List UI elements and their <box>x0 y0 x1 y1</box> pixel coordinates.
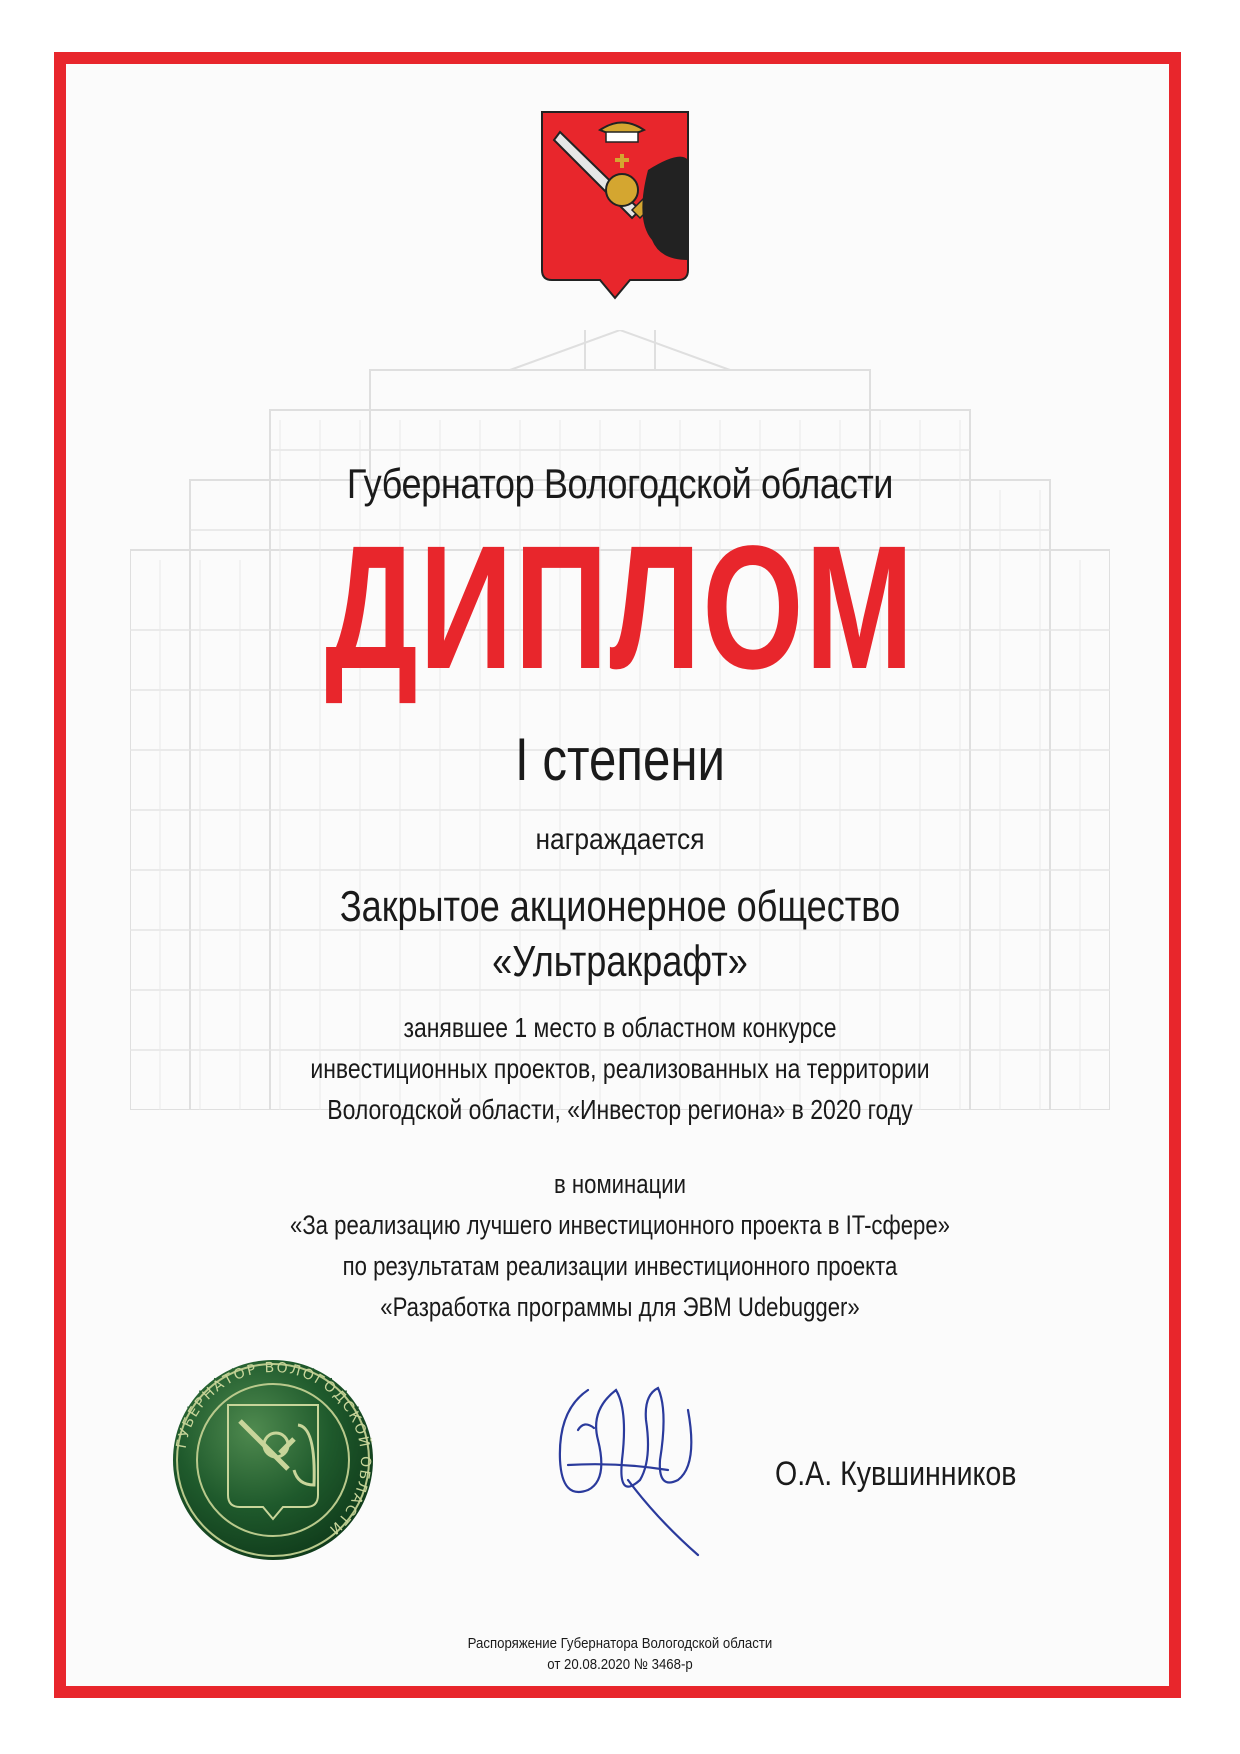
nomination-block <box>112 1164 1129 1328</box>
order-line-2: от 20.08.2020 № 3468-р <box>547 1656 693 1673</box>
diploma-title: ДИПЛОМ <box>324 510 916 706</box>
awarded-text: награждается <box>535 823 705 856</box>
description-line: Вологодской области, «Инвестор региона» в 2020 году <box>327 1094 913 1125</box>
svg-text:ГУБЕРНАТОР ВОЛОГОДСКОЙ ОБЛАСТИ: ГУБЕРНАТОР ВОЛОГОДСКОЙ ОБЛАСТИ <box>173 1359 374 1539</box>
organization-line-1: Закрытое акционерное общество <box>339 882 901 931</box>
order-line-1: Распоряжение Губернатора Вологодской области <box>467 1635 773 1652</box>
signer-name: О.А. Кувшинников <box>775 1455 1017 1493</box>
description-line: инвестиционных проектов, реализованных на территории <box>310 1053 930 1084</box>
vologda-coat-of-arms-icon <box>540 110 690 300</box>
nomination-line: «За реализацию лучшего инвестиционного проекта в IT-сфере» <box>290 1210 950 1240</box>
building-watermark-icon <box>130 330 1110 1110</box>
nomination-line: «Разработка программы для ЭВМ Udebugger» <box>380 1292 860 1322</box>
description-block <box>112 1007 1129 1130</box>
issuer-text: Губернатор Вологодской области <box>346 460 894 507</box>
order-reference <box>74 1633 1165 1675</box>
nomination-line: в номинации <box>553 1169 686 1199</box>
description-line: занявшее 1 место в областном конкурсе <box>403 1012 837 1043</box>
nomination-line: по результатам реализации инвестиционного проекта <box>342 1251 898 1281</box>
signature-icon <box>548 1370 718 1560</box>
governor-seal-icon <box>148 1335 398 1585</box>
organization-line-2: «Ультракрафт» <box>492 937 748 986</box>
degree-text: I степени <box>515 726 725 793</box>
